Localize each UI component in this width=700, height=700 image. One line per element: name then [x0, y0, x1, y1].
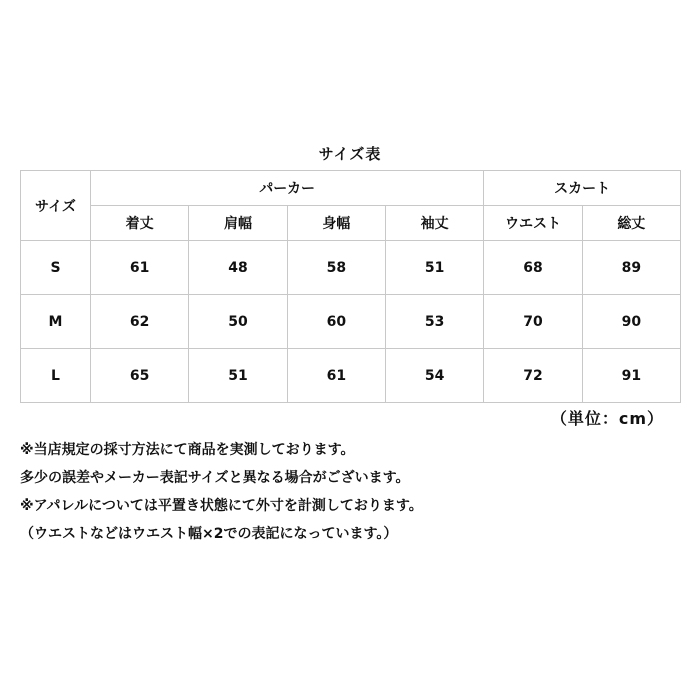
table-cell: 54 [385, 349, 483, 403]
table-column-header-row [21, 206, 681, 241]
row-size-label: L [21, 349, 91, 403]
table-cell: 61 [287, 349, 385, 403]
table-group-header-row [21, 171, 681, 206]
table-row [21, 349, 681, 403]
table-cell: 91 [582, 349, 680, 403]
table-cell: 90 [582, 295, 680, 349]
column-header-total-length: 総丈 [582, 206, 680, 241]
table-cell: 50 [189, 295, 287, 349]
table-row [21, 241, 681, 295]
measurement-notes [20, 436, 680, 548]
table-cell: 65 [91, 349, 189, 403]
column-header-chest: 身幅 [287, 206, 385, 241]
table-cell: 68 [484, 241, 582, 295]
note-line: ※アパレルについては平置き状態にて外寸を計測しております。 [20, 498, 423, 514]
table-cell: 53 [385, 295, 483, 349]
column-header-shoulder: 肩幅 [189, 206, 287, 241]
size-chart-table [20, 170, 681, 403]
column-header-length: 着丈 [91, 206, 189, 241]
table-cell: 72 [484, 349, 582, 403]
table-cell: 61 [91, 241, 189, 295]
row-size-label: M [21, 295, 91, 349]
column-header-sleeve: 袖丈 [385, 206, 483, 241]
table-cell: 48 [189, 241, 287, 295]
column-header-waist: ウエスト [484, 206, 582, 241]
size-column-header: サイズ [21, 171, 91, 241]
table-cell: 70 [484, 295, 582, 349]
table-cell: 60 [287, 295, 385, 349]
page-title: サイズ表 [318, 145, 382, 163]
group-header-hoodie: パーカー [91, 171, 484, 206]
table-cell: 51 [189, 349, 287, 403]
table-cell: 51 [385, 241, 483, 295]
row-size-label: S [21, 241, 91, 295]
table-cell: 62 [91, 295, 189, 349]
note-line: ※当店規定の採寸方法にて商品を実測しております。 [20, 442, 355, 458]
note-line: （ウエストなどはウエスト幅×2での表記になっています。） [20, 526, 398, 542]
table-cell: 89 [582, 241, 680, 295]
unit-label: （単位：cm） [550, 409, 664, 428]
table-cell: 58 [287, 241, 385, 295]
note-line: 多少の誤差やメーカー表記サイズと異なる場合がございます。 [20, 470, 410, 486]
group-header-skirt: スカート [484, 171, 681, 206]
table-row [21, 295, 681, 349]
